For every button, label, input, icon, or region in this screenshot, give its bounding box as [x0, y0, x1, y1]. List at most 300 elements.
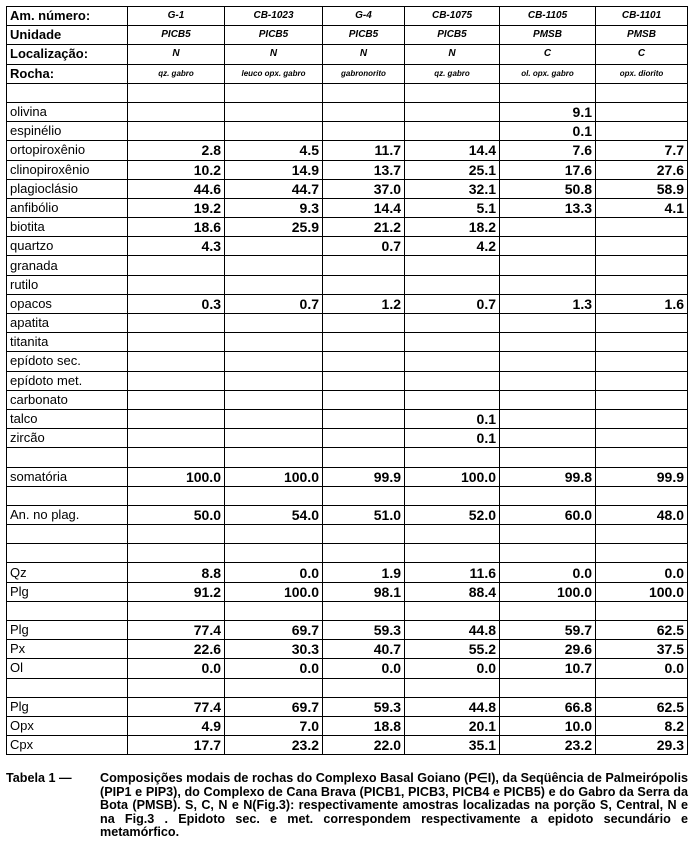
value-cell: 4.5 [225, 141, 323, 160]
row-label: Unidade [7, 26, 128, 45]
row-label [7, 486, 128, 505]
header-cell: qz. gabro [128, 64, 225, 83]
value-cell: 7.7 [596, 141, 688, 160]
value-cell [500, 83, 596, 102]
value-cell: 44.6 [128, 179, 225, 198]
value-cell [128, 102, 225, 121]
table-row [7, 640, 688, 659]
header-cell: PICB5 [323, 26, 405, 45]
value-cell: 22.6 [128, 640, 225, 659]
value-cell [596, 333, 688, 352]
value-cell: 0.0 [225, 659, 323, 678]
row-label: Opx [7, 716, 128, 735]
row-label: Localização: [7, 45, 128, 64]
value-cell: 17.7 [128, 736, 225, 755]
value-cell: 27.6 [596, 160, 688, 179]
value-cell [225, 448, 323, 467]
value-cell [405, 102, 500, 121]
value-cell [128, 122, 225, 141]
value-cell [500, 486, 596, 505]
value-cell [128, 486, 225, 505]
row-label: olivina [7, 102, 128, 121]
value-cell [225, 83, 323, 102]
value-cell [323, 525, 405, 544]
value-cell [323, 352, 405, 371]
table-row [7, 448, 688, 467]
header-cell: N [128, 45, 225, 64]
table-row [7, 716, 688, 735]
table-row [7, 582, 688, 601]
value-cell: 37.5 [596, 640, 688, 659]
header-row-rocha [7, 64, 688, 83]
value-cell: 23.2 [225, 736, 323, 755]
table-row [7, 352, 688, 371]
row-label: Plg [7, 621, 128, 640]
value-cell: 52.0 [405, 505, 500, 524]
header-cell: G-4 [323, 7, 405, 26]
value-cell [596, 544, 688, 563]
row-label: opacos [7, 294, 128, 313]
table-row [7, 429, 688, 448]
table-row [7, 486, 688, 505]
value-cell: 0.0 [225, 563, 323, 582]
value-cell: 11.7 [323, 141, 405, 160]
value-cell: 14.4 [405, 141, 500, 160]
row-label [7, 678, 128, 697]
header-row-unidade [7, 26, 688, 45]
value-cell [500, 237, 596, 256]
value-cell: 0.0 [323, 659, 405, 678]
value-cell: 77.4 [128, 697, 225, 716]
value-cell: 100.0 [128, 467, 225, 486]
value-cell: 0.1 [405, 409, 500, 428]
value-cell: 10.0 [500, 716, 596, 735]
value-cell: 9.1 [500, 102, 596, 121]
row-label: epídoto sec. [7, 352, 128, 371]
value-cell [500, 525, 596, 544]
value-cell [405, 314, 500, 333]
value-cell: 0.1 [500, 122, 596, 141]
row-label: titanita [7, 333, 128, 352]
value-cell: 69.7 [225, 697, 323, 716]
table-row [7, 237, 688, 256]
value-cell [596, 371, 688, 390]
value-cell [405, 486, 500, 505]
header-cell: C [596, 45, 688, 64]
value-cell [500, 601, 596, 620]
value-cell: 10.2 [128, 160, 225, 179]
value-cell: 100.0 [225, 582, 323, 601]
value-cell: 0.1 [405, 429, 500, 448]
value-cell [323, 544, 405, 563]
value-cell: 0.7 [225, 294, 323, 313]
value-cell: 21.2 [323, 218, 405, 237]
value-cell [128, 333, 225, 352]
value-cell: 29.3 [596, 736, 688, 755]
value-cell [596, 237, 688, 256]
header-cell: gabronorito [323, 64, 405, 83]
value-cell: 1.9 [323, 563, 405, 582]
value-cell [323, 429, 405, 448]
table-row [7, 736, 688, 755]
value-cell: 51.0 [323, 505, 405, 524]
value-cell [500, 275, 596, 294]
value-cell [323, 486, 405, 505]
value-cell: 4.9 [128, 716, 225, 735]
value-cell [225, 256, 323, 275]
value-cell: 9.3 [225, 198, 323, 217]
value-cell [323, 448, 405, 467]
value-cell [405, 390, 500, 409]
value-cell [323, 333, 405, 352]
value-cell [405, 275, 500, 294]
value-cell: 35.1 [405, 736, 500, 755]
value-cell [225, 678, 323, 697]
row-label: Px [7, 640, 128, 659]
value-cell [500, 218, 596, 237]
value-cell [500, 371, 596, 390]
value-cell [596, 429, 688, 448]
table-row [7, 467, 688, 486]
row-label: rutilo [7, 275, 128, 294]
header-cell: N [323, 45, 405, 64]
header-cell: leuco opx. gabro [225, 64, 323, 83]
value-cell: 50.0 [128, 505, 225, 524]
row-label: espinélio [7, 122, 128, 141]
value-cell [323, 83, 405, 102]
value-cell [225, 371, 323, 390]
value-cell [128, 275, 225, 294]
table-row [7, 198, 688, 217]
value-cell [596, 601, 688, 620]
table-row [7, 333, 688, 352]
value-cell: 17.6 [500, 160, 596, 179]
value-cell: 0.0 [128, 659, 225, 678]
row-label [7, 448, 128, 467]
value-cell: 55.2 [405, 640, 500, 659]
table-row [7, 621, 688, 640]
value-cell [128, 409, 225, 428]
header-cell: CB-1105 [500, 7, 596, 26]
row-label [7, 601, 128, 620]
header-cell: PICB5 [225, 26, 323, 45]
value-cell [596, 525, 688, 544]
row-label: Cpx [7, 736, 128, 755]
row-label: carbonato [7, 390, 128, 409]
value-cell: 14.9 [225, 160, 323, 179]
row-label: Plg [7, 697, 128, 716]
value-cell [405, 333, 500, 352]
row-label: anfibólio [7, 198, 128, 217]
table-row [7, 102, 688, 121]
value-cell: 59.3 [323, 621, 405, 640]
value-cell: 77.4 [128, 621, 225, 640]
value-cell [225, 390, 323, 409]
value-cell [323, 275, 405, 294]
value-cell [596, 83, 688, 102]
table-row [7, 218, 688, 237]
header-cell: CB-1101 [596, 7, 688, 26]
caption-text: Composições modais de rochas do Complexo Basal Goiano (P∈I), da Seqüência de Palmeirópolis (PIP1 e PIP3), do Complexo de Cana Brava (PICB1, PICB3, PICB4 e PICB5) e do Gabro da Serra da Bota (PMSB). S, C, N e N(Fig.3): respectivamente amostras localizadas na porção S, Central, N e na Fig.3 . Epidoto sec. e met. correspondem respectivamente a epidoto secundário e metamórfico. [100, 771, 688, 840]
value-cell [323, 256, 405, 275]
value-cell: 0.0 [500, 563, 596, 582]
value-cell [128, 525, 225, 544]
value-cell [323, 409, 405, 428]
value-cell: 0.7 [405, 294, 500, 313]
value-cell: 4.3 [128, 237, 225, 256]
value-cell [405, 544, 500, 563]
header-cell: PICB5 [128, 26, 225, 45]
value-cell: 10.7 [500, 659, 596, 678]
value-cell: 60.0 [500, 505, 596, 524]
value-cell: 13.7 [323, 160, 405, 179]
value-cell: 0.3 [128, 294, 225, 313]
value-cell [596, 678, 688, 697]
table-row [7, 294, 688, 313]
row-label: Qz [7, 563, 128, 582]
value-cell: 22.0 [323, 736, 405, 755]
value-cell: 30.3 [225, 640, 323, 659]
value-cell: 11.6 [405, 563, 500, 582]
value-cell: 40.7 [323, 640, 405, 659]
value-cell: 23.2 [500, 736, 596, 755]
value-cell: 99.9 [323, 467, 405, 486]
row-label [7, 83, 128, 102]
value-cell [128, 314, 225, 333]
value-cell [596, 409, 688, 428]
table-row [7, 544, 688, 563]
value-cell [225, 314, 323, 333]
header-cell: PMSB [596, 26, 688, 45]
value-cell: 4.1 [596, 198, 688, 217]
value-cell [225, 525, 323, 544]
value-cell: 91.2 [128, 582, 225, 601]
value-cell [500, 544, 596, 563]
value-cell: 1.2 [323, 294, 405, 313]
value-cell [225, 275, 323, 294]
value-cell [225, 333, 323, 352]
header-cell: N [405, 45, 500, 64]
value-cell: 54.0 [225, 505, 323, 524]
value-cell: 100.0 [225, 467, 323, 486]
value-cell [596, 390, 688, 409]
value-cell [500, 390, 596, 409]
value-cell [128, 352, 225, 371]
value-cell: 0.0 [405, 659, 500, 678]
value-cell: 37.0 [323, 179, 405, 198]
value-cell: 25.9 [225, 218, 323, 237]
header-cell: CB-1023 [225, 7, 323, 26]
value-cell [500, 333, 596, 352]
value-cell [128, 390, 225, 409]
value-cell [596, 256, 688, 275]
value-cell: 1.3 [500, 294, 596, 313]
row-label: biotita [7, 218, 128, 237]
row-label: granada [7, 256, 128, 275]
value-cell [500, 429, 596, 448]
value-cell: 8.8 [128, 563, 225, 582]
value-cell: 0.7 [323, 237, 405, 256]
row-label: An. no plag. [7, 505, 128, 524]
value-cell: 44.8 [405, 621, 500, 640]
value-cell [596, 314, 688, 333]
row-label [7, 525, 128, 544]
row-label [7, 544, 128, 563]
value-cell [405, 678, 500, 697]
value-cell: 59.3 [323, 697, 405, 716]
value-cell: 14.4 [323, 198, 405, 217]
table-row [7, 275, 688, 294]
value-cell: 2.8 [128, 141, 225, 160]
value-cell: 29.6 [500, 640, 596, 659]
value-cell [596, 486, 688, 505]
value-cell [500, 409, 596, 428]
value-cell [323, 102, 405, 121]
table-row [7, 563, 688, 582]
value-cell: 98.1 [323, 582, 405, 601]
header-cell: N [225, 45, 323, 64]
row-label: Ol [7, 659, 128, 678]
value-cell [500, 256, 596, 275]
value-cell [596, 275, 688, 294]
table-row [7, 256, 688, 275]
value-cell: 99.9 [596, 467, 688, 486]
caption-label: Tabela 1 — [6, 771, 72, 785]
table-row [7, 505, 688, 524]
modal-composition-table [6, 6, 687, 755]
value-cell [405, 352, 500, 371]
header-cell: qz. gabro [405, 64, 500, 83]
value-cell [225, 601, 323, 620]
value-cell [596, 218, 688, 237]
value-cell: 18.2 [405, 218, 500, 237]
value-cell: 50.8 [500, 179, 596, 198]
value-cell [500, 448, 596, 467]
value-cell [128, 448, 225, 467]
value-cell [128, 601, 225, 620]
header-cell: CB-1075 [405, 7, 500, 26]
header-cell: ol. opx. gabro [500, 64, 596, 83]
table-row [7, 160, 688, 179]
value-cell: 4.2 [405, 237, 500, 256]
value-cell: 32.1 [405, 179, 500, 198]
value-cell [323, 678, 405, 697]
value-cell [405, 601, 500, 620]
value-cell: 19.2 [128, 198, 225, 217]
value-cell: 66.8 [500, 697, 596, 716]
value-cell [128, 371, 225, 390]
value-cell [128, 678, 225, 697]
table-row [7, 601, 688, 620]
row-label: clinopiroxênio [7, 160, 128, 179]
header-cell: C [500, 45, 596, 64]
value-cell: 44.7 [225, 179, 323, 198]
table-row [7, 409, 688, 428]
value-cell: 8.2 [596, 716, 688, 735]
value-cell: 48.0 [596, 505, 688, 524]
value-cell [500, 314, 596, 333]
value-cell: 18.8 [323, 716, 405, 735]
value-cell: 20.1 [405, 716, 500, 735]
row-label: ortopiroxênio [7, 141, 128, 160]
value-cell [323, 122, 405, 141]
value-cell [323, 601, 405, 620]
row-label: apatita [7, 314, 128, 333]
header-cell: G-1 [128, 7, 225, 26]
table-row [7, 390, 688, 409]
value-cell [596, 352, 688, 371]
table-row [7, 371, 688, 390]
value-cell [323, 371, 405, 390]
value-cell [405, 448, 500, 467]
value-cell: 7.0 [225, 716, 323, 735]
value-cell [323, 314, 405, 333]
value-cell [405, 525, 500, 544]
value-cell [225, 429, 323, 448]
value-cell: 13.3 [500, 198, 596, 217]
value-cell: 44.8 [405, 697, 500, 716]
header-row-amostra [7, 7, 688, 26]
value-cell [596, 102, 688, 121]
value-cell: 100.0 [500, 582, 596, 601]
value-cell: 18.6 [128, 218, 225, 237]
header-cell: PICB5 [405, 26, 500, 45]
value-cell [225, 544, 323, 563]
value-cell [225, 102, 323, 121]
value-cell [225, 237, 323, 256]
value-cell: 58.9 [596, 179, 688, 198]
table-row [7, 659, 688, 678]
row-label: epídoto met. [7, 371, 128, 390]
row-label: Rocha: [7, 64, 128, 83]
value-cell [225, 352, 323, 371]
value-cell [128, 544, 225, 563]
row-label: quartzo [7, 237, 128, 256]
value-cell: 100.0 [405, 467, 500, 486]
table-row [7, 179, 688, 198]
value-cell: 88.4 [405, 582, 500, 601]
row-label: Plg [7, 582, 128, 601]
value-cell: 100.0 [596, 582, 688, 601]
row-label: somatória [7, 467, 128, 486]
header-cell: PMSB [500, 26, 596, 45]
value-cell: 69.7 [225, 621, 323, 640]
table-row [7, 525, 688, 544]
value-cell: 62.5 [596, 621, 688, 640]
value-cell: 5.1 [405, 198, 500, 217]
value-cell: 7.6 [500, 141, 596, 160]
value-cell [405, 371, 500, 390]
value-cell [596, 448, 688, 467]
value-cell [405, 83, 500, 102]
value-cell [405, 256, 500, 275]
value-cell: 99.8 [500, 467, 596, 486]
value-cell [500, 678, 596, 697]
table-row [7, 678, 688, 697]
value-cell: 1.6 [596, 294, 688, 313]
value-cell: 59.7 [500, 621, 596, 640]
row-label: Am. número: [7, 7, 128, 26]
value-cell [128, 429, 225, 448]
value-cell [323, 390, 405, 409]
value-cell [128, 83, 225, 102]
value-cell [225, 409, 323, 428]
value-cell [225, 122, 323, 141]
value-cell: 0.0 [596, 659, 688, 678]
table-row [7, 122, 688, 141]
value-cell [500, 352, 596, 371]
header-row-localizacao [7, 45, 688, 64]
